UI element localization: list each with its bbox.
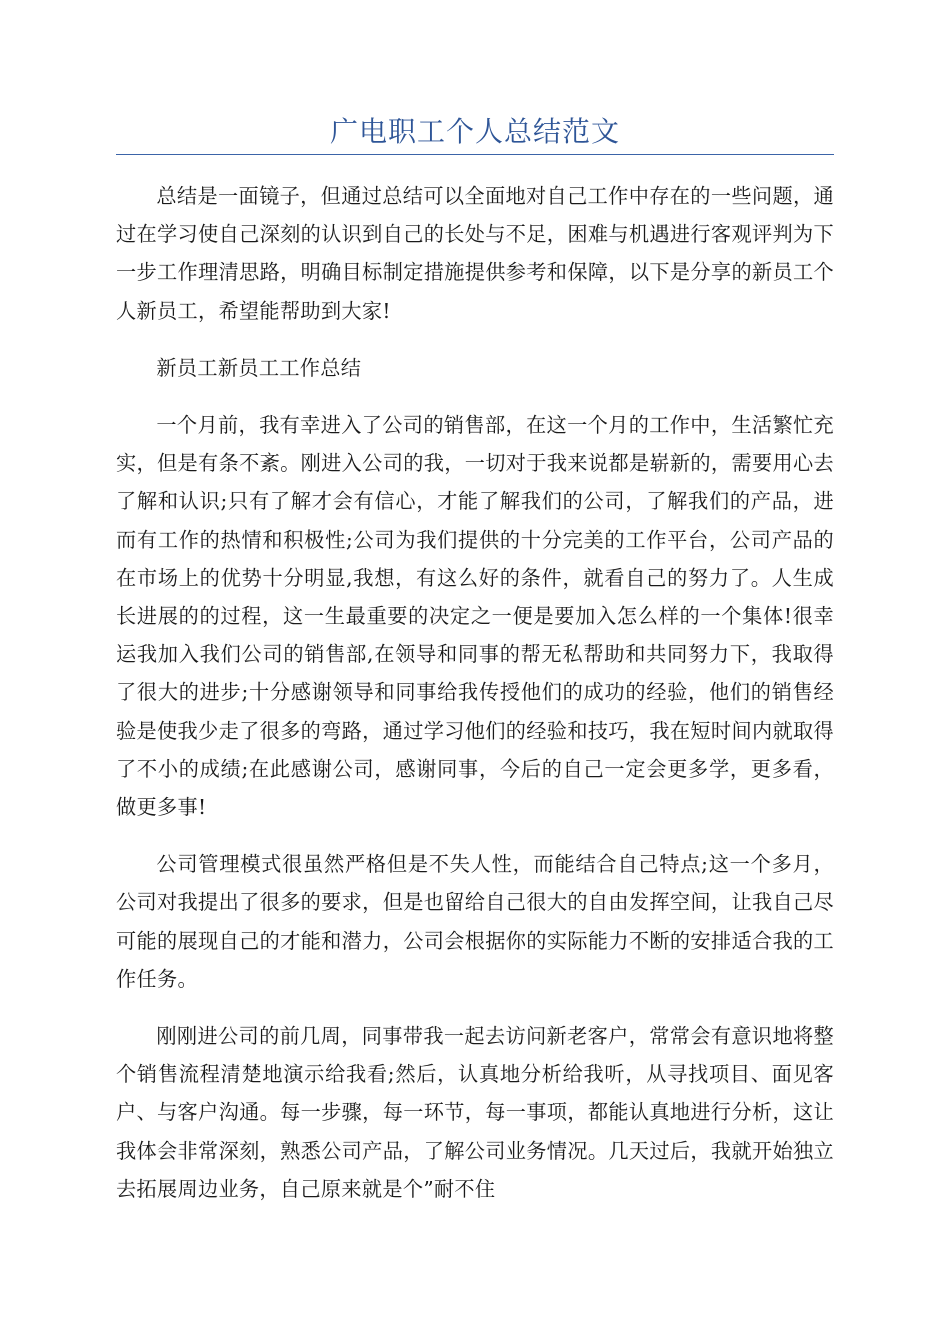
section-heading: 新员工新员工工作总结 — [156, 355, 362, 380]
title-underline — [116, 154, 834, 155]
paragraph-intro: 总结是一面镜子，但通过总结可以全面地对自己工作中存在的一些问题，通过在学习使自己深刻的认识到自己的长处与不足，困难与机遇进行客观评判为下一步工作理清思路，明确目标制定措施提供参考和保障，以下是分享的新员工个人新员工，希望能帮助到大家! — [116, 184, 834, 323]
paragraph-first-weeks: 刚刚进公司的前几周，同事带我一起去访问新老客户，常常会有意识地将整个销售流程清楚地演示给我看;然后，认真地分析给我听，从寻找项目、面见客户、与客户沟通。每一步骤，每一环节，每一事项，都能认真地进行分析，这让我体会非常深刻，熟悉公司产品，了解公司业务情况。几天过后，我就开始独立去拓展周边业务，自己原来就是个”耐不住 — [116, 1024, 834, 1201]
paragraph-first-month: 一个月前，我有幸进入了公司的销售部，在这一个月的工作中，生活繁忙充实，但是有条不紊。刚进入公司的我，一切对于我来说都是崭新的，需要用心去了解和认识;只有了解才会有信心，才能了解我们的公司，了解我们的产品，进而有工作的热情和积极性;公司为我们提供的十分完美的工作平台，公司产品的在市场上的优势十分明显,我想，有这么好的条件，就看自己的努力了。人生成长进展的的过程，这一生最重要的决定之一便是要加入怎么样的一个集体!很幸运我加入我们公司的销售部,在领导和同事的帮无私帮助和共同努力下，我取得了很大的进步;十分感谢领导和同事给我传授他们的成功的经验，他们的销售经验是使我少走了很多的弯路，通过学习他们的经验和技巧，我在短时间内就取得了不小的成绩;在此感谢公司，感谢同事，今后的自己一定会更多学，更多看，做更多事! — [116, 413, 834, 820]
document-body — [116, 177, 834, 1227]
paragraph-management: 公司管理模式很虽然严格但是不失人性，而能结合自己特点;这一个多月，公司对我提出了很多的要求，但是也留给自己很大的自由发挥空间，让我自己尽可能的展现自己的才能和潜力，公司会根据你的实际能力不断的安排适合我的工作任务。 — [116, 852, 834, 991]
document-title: 广电职工个人总结范文 — [329, 115, 620, 148]
